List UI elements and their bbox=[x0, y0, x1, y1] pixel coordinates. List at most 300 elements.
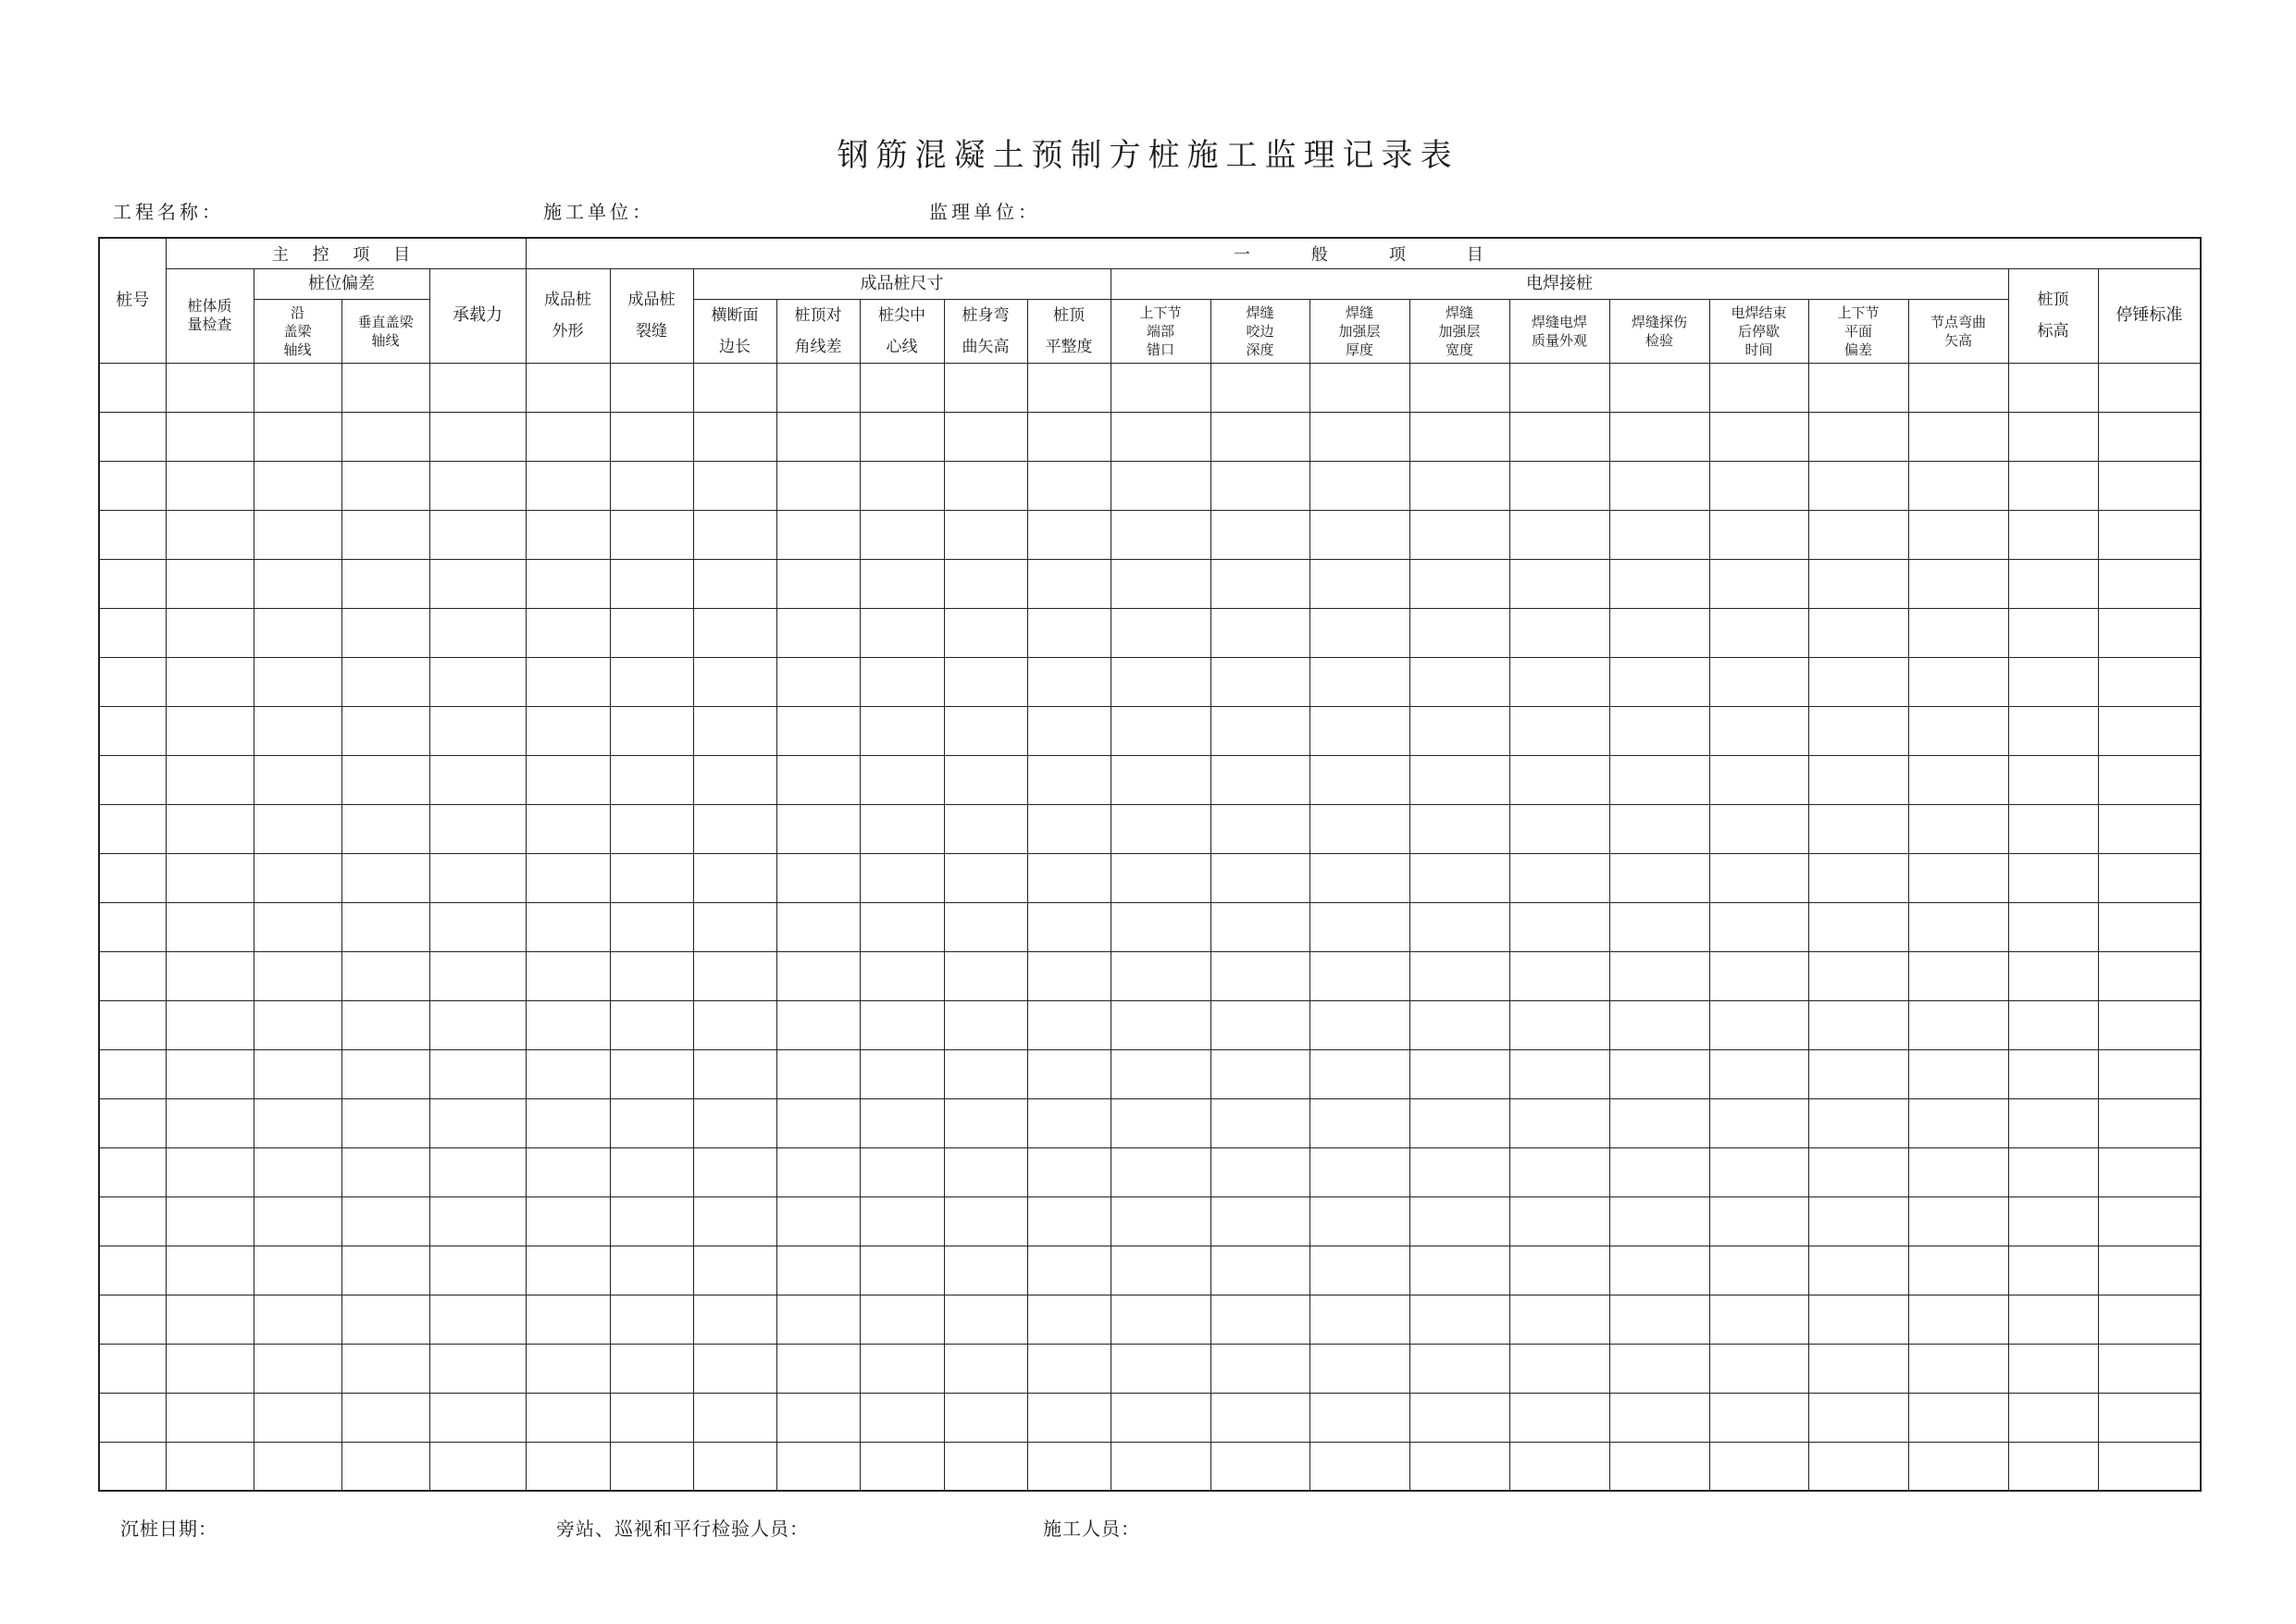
table-cell[interactable] bbox=[341, 510, 429, 559]
table-cell[interactable] bbox=[99, 1295, 166, 1344]
table-cell[interactable] bbox=[166, 902, 254, 951]
table-cell[interactable] bbox=[1609, 1295, 1709, 1344]
table-cell[interactable] bbox=[1709, 559, 1808, 608]
table-cell[interactable] bbox=[1509, 1344, 1609, 1393]
table-cell[interactable] bbox=[341, 1196, 429, 1246]
table-cell[interactable] bbox=[166, 853, 254, 902]
table-cell[interactable] bbox=[2098, 363, 2201, 412]
table-cell[interactable] bbox=[1709, 1442, 1808, 1491]
table-cell[interactable] bbox=[610, 1295, 693, 1344]
table-cell[interactable] bbox=[693, 902, 776, 951]
table-cell[interactable] bbox=[1808, 1295, 1908, 1344]
table-cell[interactable] bbox=[1409, 1147, 1509, 1196]
table-cell[interactable] bbox=[526, 706, 610, 755]
table-cell[interactable] bbox=[860, 1246, 944, 1295]
table-cell[interactable] bbox=[2008, 1147, 2098, 1196]
table-cell[interactable] bbox=[1309, 1442, 1409, 1491]
table-cell[interactable] bbox=[1808, 755, 1908, 804]
table-cell[interactable] bbox=[610, 1344, 693, 1393]
table-cell[interactable] bbox=[776, 1393, 860, 1442]
table-cell[interactable] bbox=[610, 657, 693, 706]
table-cell[interactable] bbox=[1709, 1000, 1808, 1049]
table-cell[interactable] bbox=[860, 1147, 944, 1196]
table-cell[interactable] bbox=[254, 1246, 341, 1295]
table-cell[interactable] bbox=[1908, 1196, 2008, 1246]
table-cell[interactable] bbox=[1210, 755, 1309, 804]
table-cell[interactable] bbox=[944, 363, 1027, 412]
table-cell[interactable] bbox=[2098, 951, 2201, 1000]
table-cell[interactable] bbox=[254, 1344, 341, 1393]
table-cell[interactable] bbox=[1309, 902, 1409, 951]
table-cell[interactable] bbox=[526, 1344, 610, 1393]
table-cell[interactable] bbox=[99, 1098, 166, 1147]
table-cell[interactable] bbox=[2008, 1098, 2098, 1147]
table-cell[interactable] bbox=[610, 412, 693, 461]
table-cell[interactable] bbox=[1111, 1246, 1210, 1295]
table-cell[interactable] bbox=[1709, 902, 1808, 951]
table-cell[interactable] bbox=[944, 755, 1027, 804]
table-cell[interactable] bbox=[860, 412, 944, 461]
table-cell[interactable] bbox=[610, 1442, 693, 1491]
table-cell[interactable] bbox=[1309, 1049, 1409, 1098]
table-cell[interactable] bbox=[1409, 510, 1509, 559]
table-cell[interactable] bbox=[526, 363, 610, 412]
table-cell[interactable] bbox=[610, 853, 693, 902]
table-cell[interactable] bbox=[166, 412, 254, 461]
table-cell[interactable] bbox=[1210, 706, 1309, 755]
table-cell[interactable] bbox=[99, 1246, 166, 1295]
table-cell[interactable] bbox=[254, 755, 341, 804]
table-cell[interactable] bbox=[99, 608, 166, 657]
table-cell[interactable] bbox=[2098, 1393, 2201, 1442]
table-cell[interactable] bbox=[693, 804, 776, 853]
table-cell[interactable] bbox=[1808, 363, 1908, 412]
table-cell[interactable] bbox=[1808, 461, 1908, 510]
table-cell[interactable] bbox=[99, 853, 166, 902]
table-cell[interactable] bbox=[429, 1344, 526, 1393]
table-cell[interactable] bbox=[2008, 951, 2098, 1000]
table-cell[interactable] bbox=[1709, 1049, 1808, 1098]
table-cell[interactable] bbox=[1210, 608, 1309, 657]
table-cell[interactable] bbox=[1309, 706, 1409, 755]
table-cell[interactable] bbox=[860, 1098, 944, 1147]
table-cell[interactable] bbox=[1709, 461, 1808, 510]
table-cell[interactable] bbox=[610, 1000, 693, 1049]
table-cell[interactable] bbox=[2008, 1295, 2098, 1344]
table-cell[interactable] bbox=[1509, 657, 1609, 706]
table-cell[interactable] bbox=[944, 1344, 1027, 1393]
table-cell[interactable] bbox=[944, 951, 1027, 1000]
table-cell[interactable] bbox=[1210, 461, 1309, 510]
table-cell[interactable] bbox=[2098, 1000, 2201, 1049]
table-cell[interactable] bbox=[1509, 412, 1609, 461]
table-cell[interactable] bbox=[1709, 1344, 1808, 1393]
table-cell[interactable] bbox=[1210, 1049, 1309, 1098]
table-cell[interactable] bbox=[1609, 1049, 1709, 1098]
table-cell[interactable] bbox=[693, 363, 776, 412]
table-cell[interactable] bbox=[341, 706, 429, 755]
table-cell[interactable] bbox=[526, 1049, 610, 1098]
table-cell[interactable] bbox=[2008, 902, 2098, 951]
table-cell[interactable] bbox=[1111, 951, 1210, 1000]
table-cell[interactable] bbox=[1027, 1049, 1111, 1098]
table-cell[interactable] bbox=[2098, 706, 2201, 755]
table-cell[interactable] bbox=[1309, 1295, 1409, 1344]
table-cell[interactable] bbox=[860, 1295, 944, 1344]
table-cell[interactable] bbox=[166, 510, 254, 559]
table-cell[interactable] bbox=[860, 608, 944, 657]
table-cell[interactable] bbox=[1111, 853, 1210, 902]
table-cell[interactable] bbox=[1609, 902, 1709, 951]
table-cell[interactable] bbox=[254, 1295, 341, 1344]
table-cell[interactable] bbox=[1409, 1098, 1509, 1147]
table-cell[interactable] bbox=[526, 853, 610, 902]
table-cell[interactable] bbox=[2098, 755, 2201, 804]
table-cell[interactable] bbox=[1808, 1000, 1908, 1049]
table-cell[interactable] bbox=[1309, 363, 1409, 412]
table-cell[interactable] bbox=[166, 1000, 254, 1049]
table-cell[interactable] bbox=[1509, 1000, 1609, 1049]
table-cell[interactable] bbox=[526, 1393, 610, 1442]
table-cell[interactable] bbox=[1027, 1393, 1111, 1442]
table-cell[interactable] bbox=[693, 559, 776, 608]
table-cell[interactable] bbox=[1210, 1393, 1309, 1442]
table-cell[interactable] bbox=[1509, 755, 1609, 804]
table-cell[interactable] bbox=[1808, 1246, 1908, 1295]
table-cell[interactable] bbox=[429, 412, 526, 461]
table-cell[interactable] bbox=[1210, 804, 1309, 853]
table-cell[interactable] bbox=[99, 1196, 166, 1246]
table-cell[interactable] bbox=[1309, 1000, 1409, 1049]
table-cell[interactable] bbox=[1908, 1393, 2008, 1442]
table-cell[interactable] bbox=[1908, 1344, 2008, 1393]
table-cell[interactable] bbox=[1210, 559, 1309, 608]
table-cell[interactable] bbox=[1309, 1098, 1409, 1147]
table-cell[interactable] bbox=[860, 559, 944, 608]
table-cell[interactable] bbox=[610, 902, 693, 951]
table-cell[interactable] bbox=[610, 1049, 693, 1098]
table-cell[interactable] bbox=[776, 755, 860, 804]
table-cell[interactable] bbox=[254, 412, 341, 461]
table-cell[interactable] bbox=[526, 755, 610, 804]
table-cell[interactable] bbox=[860, 510, 944, 559]
table-cell[interactable] bbox=[1409, 412, 1509, 461]
table-cell[interactable] bbox=[99, 1147, 166, 1196]
table-cell[interactable] bbox=[693, 1000, 776, 1049]
table-cell[interactable] bbox=[1908, 657, 2008, 706]
table-cell[interactable] bbox=[610, 1098, 693, 1147]
table-cell[interactable] bbox=[1609, 1442, 1709, 1491]
table-cell[interactable] bbox=[1027, 510, 1111, 559]
table-cell[interactable] bbox=[1509, 853, 1609, 902]
table-cell[interactable] bbox=[1509, 461, 1609, 510]
table-cell[interactable] bbox=[1609, 1196, 1709, 1246]
table-cell[interactable] bbox=[944, 1098, 1027, 1147]
table-cell[interactable] bbox=[2008, 1442, 2098, 1491]
table-cell[interactable] bbox=[254, 951, 341, 1000]
table-cell[interactable] bbox=[693, 1196, 776, 1246]
table-cell[interactable] bbox=[1210, 1442, 1309, 1491]
table-cell[interactable] bbox=[1027, 412, 1111, 461]
table-cell[interactable] bbox=[429, 1393, 526, 1442]
table-cell[interactable] bbox=[254, 363, 341, 412]
table-cell[interactable] bbox=[776, 510, 860, 559]
table-cell[interactable] bbox=[1509, 1295, 1609, 1344]
table-cell[interactable] bbox=[1908, 1442, 2008, 1491]
table-cell[interactable] bbox=[2098, 1049, 2201, 1098]
table-cell[interactable] bbox=[1808, 1049, 1908, 1098]
table-cell[interactable] bbox=[776, 1442, 860, 1491]
table-cell[interactable] bbox=[429, 461, 526, 510]
table-cell[interactable] bbox=[1111, 1147, 1210, 1196]
table-cell[interactable] bbox=[1111, 608, 1210, 657]
table-cell[interactable] bbox=[1808, 1393, 1908, 1442]
table-cell[interactable] bbox=[944, 1393, 1027, 1442]
table-cell[interactable] bbox=[610, 1147, 693, 1196]
table-cell[interactable] bbox=[860, 1049, 944, 1098]
table-cell[interactable] bbox=[166, 1442, 254, 1491]
table-cell[interactable] bbox=[254, 804, 341, 853]
table-cell[interactable] bbox=[1609, 461, 1709, 510]
table-cell[interactable] bbox=[1210, 1147, 1309, 1196]
table-cell[interactable] bbox=[341, 902, 429, 951]
table-cell[interactable] bbox=[610, 1393, 693, 1442]
table-cell[interactable] bbox=[1027, 1098, 1111, 1147]
table-cell[interactable] bbox=[166, 1344, 254, 1393]
table-cell[interactable] bbox=[1709, 755, 1808, 804]
table-cell[interactable] bbox=[526, 1246, 610, 1295]
table-cell[interactable] bbox=[1309, 608, 1409, 657]
table-cell[interactable] bbox=[1111, 559, 1210, 608]
table-cell[interactable] bbox=[429, 755, 526, 804]
table-cell[interactable] bbox=[1908, 1049, 2008, 1098]
table-cell[interactable] bbox=[166, 1196, 254, 1246]
table-cell[interactable] bbox=[2008, 363, 2098, 412]
table-cell[interactable] bbox=[429, 510, 526, 559]
table-cell[interactable] bbox=[341, 1246, 429, 1295]
table-cell[interactable] bbox=[1509, 1049, 1609, 1098]
table-cell[interactable] bbox=[1027, 1196, 1111, 1246]
table-cell[interactable] bbox=[610, 951, 693, 1000]
table-cell[interactable] bbox=[1509, 1098, 1609, 1147]
table-cell[interactable] bbox=[1111, 1098, 1210, 1147]
table-cell[interactable] bbox=[1309, 412, 1409, 461]
table-cell[interactable] bbox=[1908, 804, 2008, 853]
table-cell[interactable] bbox=[2008, 755, 2098, 804]
table-cell[interactable] bbox=[776, 461, 860, 510]
table-cell[interactable] bbox=[1210, 412, 1309, 461]
table-cell[interactable] bbox=[944, 559, 1027, 608]
table-cell[interactable] bbox=[1609, 706, 1709, 755]
table-cell[interactable] bbox=[2098, 1246, 2201, 1295]
table-cell[interactable] bbox=[341, 657, 429, 706]
table-cell[interactable] bbox=[1111, 412, 1210, 461]
table-cell[interactable] bbox=[1309, 657, 1409, 706]
table-cell[interactable] bbox=[1309, 951, 1409, 1000]
table-cell[interactable] bbox=[776, 1098, 860, 1147]
table-cell[interactable] bbox=[341, 1442, 429, 1491]
table-cell[interactable] bbox=[1509, 706, 1609, 755]
table-cell[interactable] bbox=[1609, 951, 1709, 1000]
table-cell[interactable] bbox=[341, 1000, 429, 1049]
table-cell[interactable] bbox=[1808, 412, 1908, 461]
table-cell[interactable] bbox=[2098, 902, 2201, 951]
table-cell[interactable] bbox=[1309, 1147, 1409, 1196]
table-cell[interactable] bbox=[2008, 657, 2098, 706]
table-cell[interactable] bbox=[944, 461, 1027, 510]
table-cell[interactable] bbox=[693, 1295, 776, 1344]
table-cell[interactable] bbox=[254, 1098, 341, 1147]
table-cell[interactable] bbox=[1027, 657, 1111, 706]
table-cell[interactable] bbox=[429, 1442, 526, 1491]
table-cell[interactable] bbox=[526, 902, 610, 951]
table-cell[interactable] bbox=[1309, 559, 1409, 608]
table-cell[interactable] bbox=[1609, 1147, 1709, 1196]
table-cell[interactable] bbox=[1111, 461, 1210, 510]
table-cell[interactable] bbox=[776, 1295, 860, 1344]
table-cell[interactable] bbox=[526, 608, 610, 657]
table-cell[interactable] bbox=[610, 510, 693, 559]
table-cell[interactable] bbox=[860, 363, 944, 412]
table-cell[interactable] bbox=[776, 608, 860, 657]
table-cell[interactable] bbox=[860, 1442, 944, 1491]
table-cell[interactable] bbox=[1027, 755, 1111, 804]
table-cell[interactable] bbox=[944, 1049, 1027, 1098]
table-cell[interactable] bbox=[429, 1246, 526, 1295]
table-cell[interactable] bbox=[2008, 706, 2098, 755]
table-cell[interactable] bbox=[860, 1196, 944, 1246]
table-cell[interactable] bbox=[1509, 1147, 1609, 1196]
table-cell[interactable] bbox=[1409, 951, 1509, 1000]
table-cell[interactable] bbox=[1908, 902, 2008, 951]
table-cell[interactable] bbox=[693, 412, 776, 461]
table-cell[interactable] bbox=[1609, 363, 1709, 412]
table-cell[interactable] bbox=[1609, 1000, 1709, 1049]
table-cell[interactable] bbox=[944, 657, 1027, 706]
table-cell[interactable] bbox=[1210, 951, 1309, 1000]
table-cell[interactable] bbox=[1210, 657, 1309, 706]
table-cell[interactable] bbox=[1409, 608, 1509, 657]
table-cell[interactable] bbox=[99, 804, 166, 853]
table-cell[interactable] bbox=[1509, 1196, 1609, 1246]
table-cell[interactable] bbox=[1210, 1295, 1309, 1344]
table-cell[interactable] bbox=[693, 853, 776, 902]
table-cell[interactable] bbox=[2098, 1147, 2201, 1196]
table-cell[interactable] bbox=[860, 804, 944, 853]
table-cell[interactable] bbox=[1908, 1295, 2008, 1344]
table-cell[interactable] bbox=[1309, 755, 1409, 804]
table-cell[interactable] bbox=[693, 951, 776, 1000]
table-cell[interactable] bbox=[944, 853, 1027, 902]
table-cell[interactable] bbox=[1609, 657, 1709, 706]
table-cell[interactable] bbox=[1808, 902, 1908, 951]
table-cell[interactable] bbox=[1808, 951, 1908, 1000]
table-cell[interactable] bbox=[944, 1442, 1027, 1491]
table-cell[interactable] bbox=[1908, 951, 2008, 1000]
table-cell[interactable] bbox=[1709, 951, 1808, 1000]
table-cell[interactable] bbox=[429, 1295, 526, 1344]
table-cell[interactable] bbox=[1027, 1000, 1111, 1049]
table-cell[interactable] bbox=[1808, 804, 1908, 853]
table-cell[interactable] bbox=[99, 1344, 166, 1393]
table-cell[interactable] bbox=[1111, 706, 1210, 755]
table-cell[interactable] bbox=[1210, 1098, 1309, 1147]
table-cell[interactable] bbox=[1027, 853, 1111, 902]
table-cell[interactable] bbox=[254, 1000, 341, 1049]
table-cell[interactable] bbox=[944, 1246, 1027, 1295]
table-cell[interactable] bbox=[1609, 559, 1709, 608]
table-cell[interactable] bbox=[526, 510, 610, 559]
table-cell[interactable] bbox=[99, 510, 166, 559]
table-cell[interactable] bbox=[1111, 1049, 1210, 1098]
table-cell[interactable] bbox=[341, 559, 429, 608]
table-cell[interactable] bbox=[1808, 1196, 1908, 1246]
table-cell[interactable] bbox=[99, 706, 166, 755]
table-cell[interactable] bbox=[610, 804, 693, 853]
table-cell[interactable] bbox=[526, 461, 610, 510]
table-cell[interactable] bbox=[1908, 510, 2008, 559]
table-cell[interactable] bbox=[693, 608, 776, 657]
table-cell[interactable] bbox=[1808, 1147, 1908, 1196]
table-cell[interactable] bbox=[341, 1098, 429, 1147]
table-cell[interactable] bbox=[166, 1098, 254, 1147]
table-cell[interactable] bbox=[1210, 510, 1309, 559]
table-cell[interactable] bbox=[2008, 1049, 2098, 1098]
table-cell[interactable] bbox=[944, 902, 1027, 951]
table-cell[interactable] bbox=[1111, 1393, 1210, 1442]
table-cell[interactable] bbox=[1808, 510, 1908, 559]
table-cell[interactable] bbox=[1111, 1295, 1210, 1344]
table-cell[interactable] bbox=[1309, 510, 1409, 559]
table-cell[interactable] bbox=[2008, 1246, 2098, 1295]
table-cell[interactable] bbox=[1210, 853, 1309, 902]
table-cell[interactable] bbox=[693, 1049, 776, 1098]
table-cell[interactable] bbox=[526, 1147, 610, 1196]
table-cell[interactable] bbox=[1808, 853, 1908, 902]
table-cell[interactable] bbox=[1709, 608, 1808, 657]
table-cell[interactable] bbox=[341, 853, 429, 902]
table-cell[interactable] bbox=[1409, 1295, 1509, 1344]
table-cell[interactable] bbox=[1027, 902, 1111, 951]
table-cell[interactable] bbox=[429, 804, 526, 853]
table-cell[interactable] bbox=[693, 1246, 776, 1295]
table-cell[interactable] bbox=[1609, 755, 1709, 804]
table-cell[interactable] bbox=[944, 1000, 1027, 1049]
table-cell[interactable] bbox=[341, 1049, 429, 1098]
table-cell[interactable] bbox=[1027, 1295, 1111, 1344]
table-cell[interactable] bbox=[776, 1344, 860, 1393]
table-cell[interactable] bbox=[860, 1393, 944, 1442]
table-cell[interactable] bbox=[341, 951, 429, 1000]
table-cell[interactable] bbox=[1908, 853, 2008, 902]
table-cell[interactable] bbox=[860, 706, 944, 755]
table-cell[interactable] bbox=[1908, 461, 2008, 510]
table-cell[interactable] bbox=[1709, 804, 1808, 853]
table-cell[interactable] bbox=[693, 1442, 776, 1491]
table-cell[interactable] bbox=[776, 804, 860, 853]
table-cell[interactable] bbox=[99, 902, 166, 951]
table-cell[interactable] bbox=[1309, 1196, 1409, 1246]
table-cell[interactable] bbox=[1709, 657, 1808, 706]
table-cell[interactable] bbox=[1808, 608, 1908, 657]
table-cell[interactable] bbox=[1309, 461, 1409, 510]
table-cell[interactable] bbox=[610, 461, 693, 510]
table-cell[interactable] bbox=[526, 804, 610, 853]
table-cell[interactable] bbox=[1309, 804, 1409, 853]
table-cell[interactable] bbox=[1709, 1196, 1808, 1246]
table-cell[interactable] bbox=[776, 657, 860, 706]
table-cell[interactable] bbox=[860, 853, 944, 902]
